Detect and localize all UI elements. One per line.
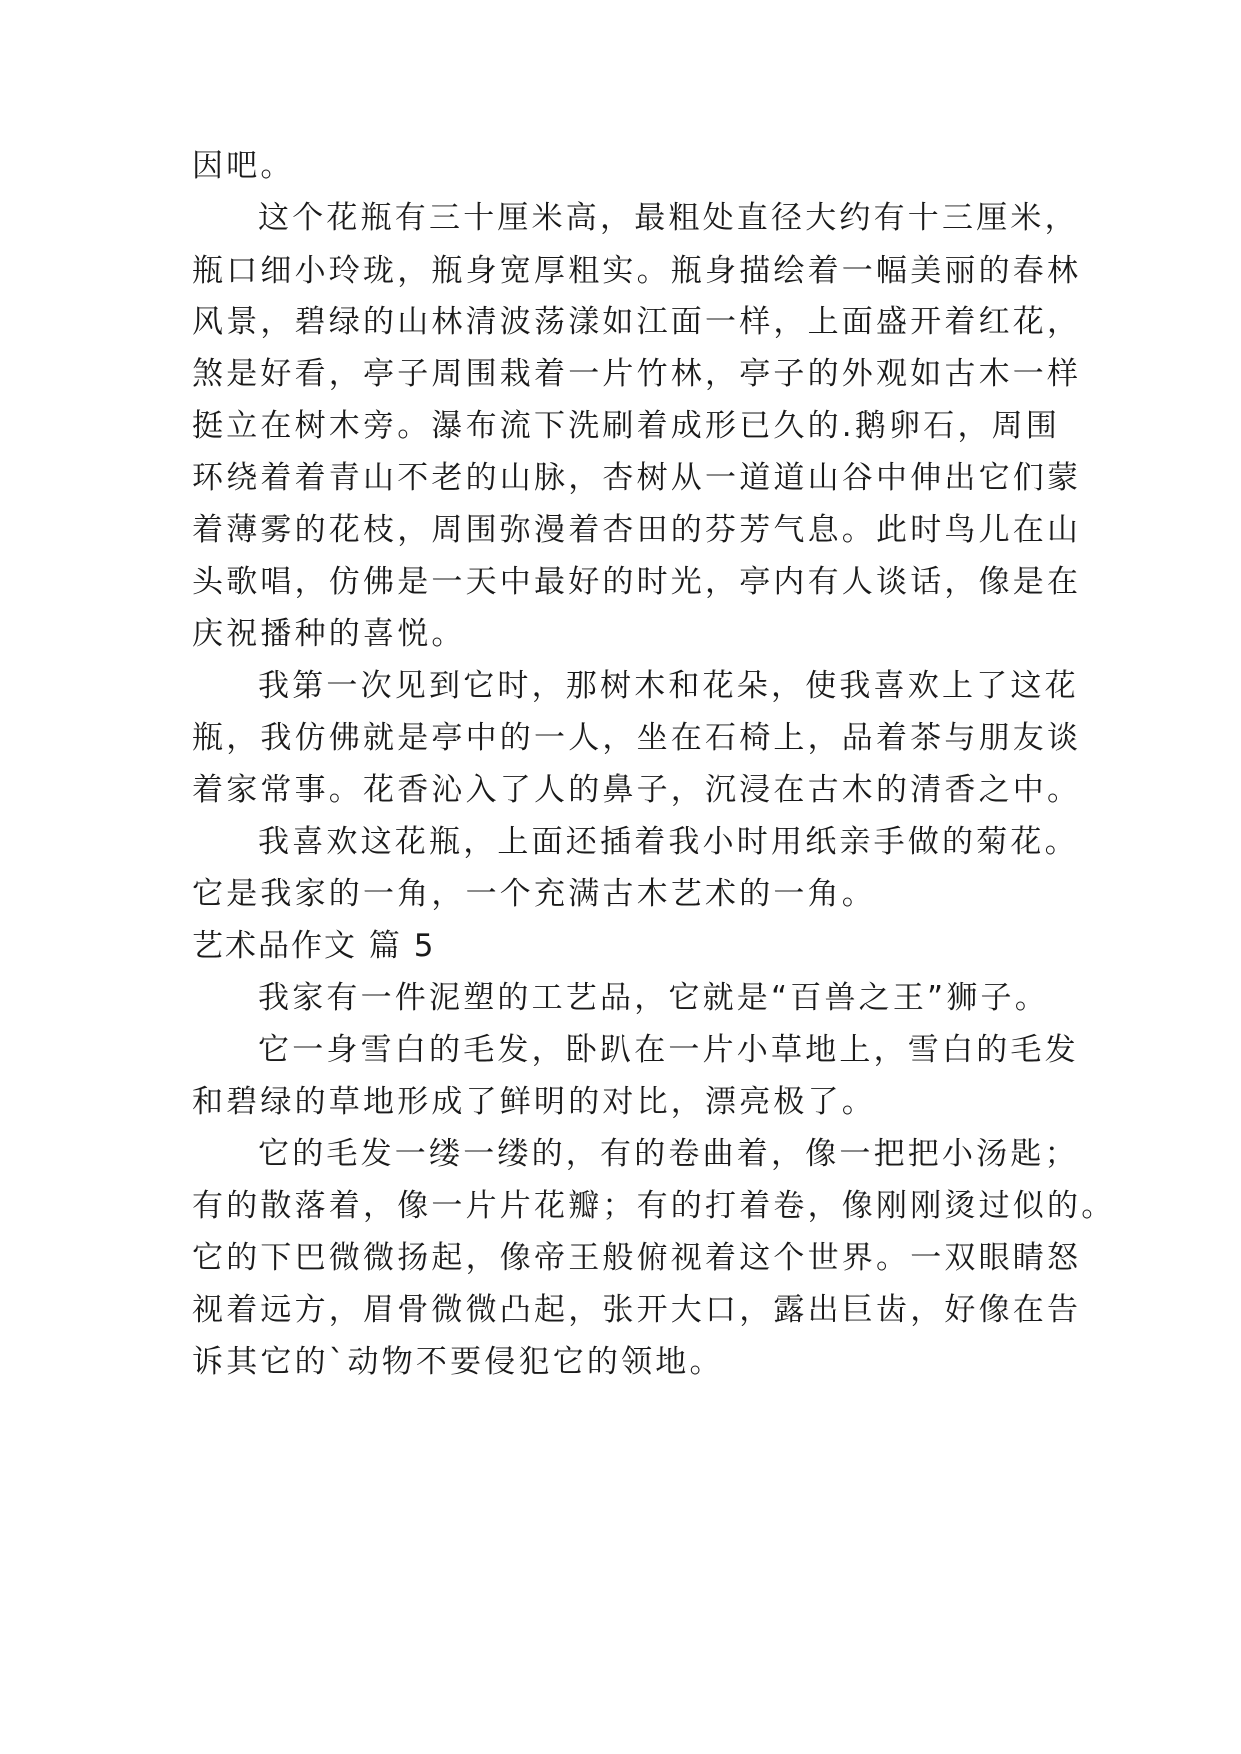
text-line: 风景，碧绿的山林清波荡漾如江面一样，上面盛开着红花，	[192, 304, 1082, 340]
text-line: 着薄雾的花枝，周围弥漫着杏田的芬芳气息。此时鸟儿在山	[192, 512, 1082, 548]
text-line: 有的散落着，像一片片花瓣；有的打着卷，像刚刚烫过似的。	[192, 1188, 1116, 1224]
text-line: 着家常事。花香沁入了人的鼻子，沉浸在古木的清香之中。	[192, 772, 1082, 808]
paragraph-first-line: 我家有一件泥塑的工艺品，它就是“百兽之王”狮子。	[258, 980, 1049, 1016]
paragraph-first-line: 我第一次见到它时，那树木和花朵，使我喜欢上了这花	[258, 668, 1079, 704]
text-line: 它的下巴微微扬起，像帝王般俯视着这个世界。一双眼睛怒	[192, 1240, 1082, 1276]
text-line: 因吧。	[192, 148, 295, 184]
text-line: 诉其它的`动物不要侵犯它的领地。	[192, 1344, 724, 1380]
text-line: 环绕着着青山不老的山脉，杏树从一道道山谷中伸出它们蒙	[192, 460, 1082, 496]
text-line: 头歌唱，仿佛是一天中最好的时光，亭内有人谈话，像是在	[192, 564, 1082, 600]
paragraph-first-line: 它的毛发一缕一缕的，有的卷曲着，像一把把小汤匙；	[258, 1136, 1079, 1172]
paragraph-first-line: 这个花瓶有三十厘米高，最粗处直径大约有十三厘米，	[258, 200, 1079, 236]
text-line: 挺立在树木旁。瀑布流下洗刷着成形已久的.鹅卵石，周围	[192, 408, 1061, 444]
text-line: 庆祝播种的喜悦。	[192, 616, 466, 652]
text-line: 瓶口细小玲珑，瓶身宽厚粗实。瓶身描绘着一幅美丽的春林	[192, 253, 1082, 289]
text-line: 视着远方，眉骨微微凸起，张开大口，露出巨齿，好像在告	[192, 1292, 1082, 1328]
text-line: 它是我家的一角，一个充满古木艺术的一角。	[192, 876, 876, 912]
section-heading: 艺术品作文 篇 5	[192, 928, 436, 964]
paragraph-first-line: 它一身雪白的毛发，卧趴在一片小草地上，雪白的毛发	[258, 1032, 1079, 1068]
text-line: 和碧绿的草地形成了鲜明的对比，漂亮极了。	[192, 1084, 876, 1120]
text-line: 瓶，我仿佛就是亭中的一人，坐在石椅上，品着茶与朋友谈	[192, 720, 1082, 756]
paragraph-first-line: 我喜欢这花瓶，上面还插着我小时用纸亲手做的菊花。	[258, 824, 1079, 860]
text-line: 煞是好看，亭子周围栽着一片竹林，亭子的外观如古木一样	[192, 356, 1082, 392]
